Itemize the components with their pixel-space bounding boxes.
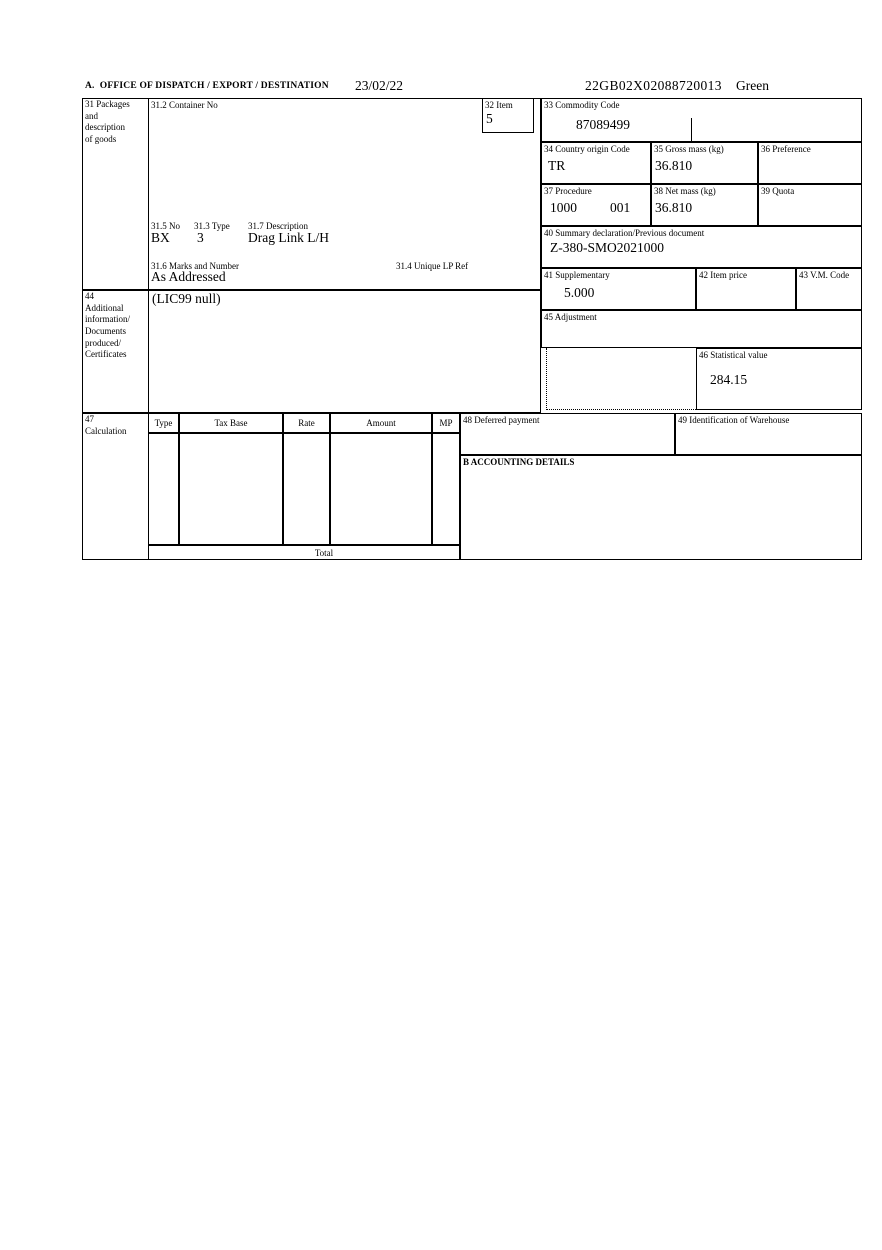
box-31-2-label: 31.2 Container No [151, 100, 218, 110]
box-31-7-label: 31.7 Description [248, 221, 308, 231]
box-44-label-line: 44 [85, 291, 94, 301]
table-body-cell-tax-base [179, 433, 283, 545]
table-header-rate: Rate [283, 413, 330, 433]
box-44-label-line: produced/ [85, 337, 121, 348]
box-37-value-additional: 001 [610, 200, 631, 215]
box-38-label: 38 Net mass (kg) [654, 186, 716, 196]
dispatch-date: 23/02/22 [355, 78, 404, 93]
box-44-label-line: information/ [85, 314, 130, 325]
table-header-amount: Amount [330, 413, 432, 433]
box-41-supplementary [541, 268, 696, 310]
box-46-value: 284.15 [710, 372, 748, 387]
box-45-adjustment [541, 310, 862, 348]
box-40-summary-declaration [541, 226, 862, 268]
box-44-value-area [148, 290, 541, 413]
commodity-code-divider [691, 118, 692, 141]
box-31-label-line: and [85, 110, 98, 121]
box-32-item [482, 98, 534, 133]
table-header-tax-base: Tax Base [179, 413, 283, 433]
box-42-item-price [696, 268, 796, 310]
box-48-label: 48 Deferred payment [463, 415, 540, 425]
box-44-label-line: Documents [85, 326, 126, 337]
box-47-label-line: Calculation [85, 425, 127, 436]
box-40-label: 40 Summary declaration/Previous document [544, 228, 705, 238]
table-body-cell-mp [432, 433, 460, 545]
box-31-3-label: 31.3 Type [194, 221, 230, 231]
box-31-3-value: 3 [197, 230, 204, 245]
box-31-6-value: As Addressed [151, 269, 226, 284]
box-44-additional-info [82, 290, 149, 413]
box-32-value: 5 [486, 111, 493, 126]
table-header-type: Type [148, 413, 179, 433]
box-46-label: 46 Statistical value [699, 350, 768, 360]
box-31-5-label: 31.5 No [151, 221, 180, 231]
box-43-label: 43 V.M. Code [799, 270, 850, 280]
box-40-value: Z-380-SMO2021000 [550, 240, 664, 255]
declaration-reference: 22GB02X02088720013 [585, 78, 722, 93]
box-35-gross-mass [651, 142, 758, 184]
box-49-label: 49 Identification of Warehouse [678, 415, 790, 425]
box-36-label: 36 Preference [761, 144, 811, 154]
table-body-cell-type [148, 433, 179, 545]
box-37-label: 37 Procedure [544, 186, 592, 196]
box-43-vm-code [796, 268, 862, 310]
box-33-commodity-code [541, 98, 862, 142]
box-b-label: B ACCOUNTING DETAILS [463, 457, 575, 467]
box-47-calculation [82, 413, 149, 560]
box-37-procedure [541, 184, 651, 226]
box-39-quota [758, 184, 862, 226]
box-32-label: 32 Item [485, 100, 513, 110]
box-38-net-mass [651, 184, 758, 226]
box-38-value: 36.810 [655, 200, 693, 215]
table-total-row: Total [148, 545, 460, 560]
box-31-5-value: BX [151, 230, 170, 245]
box-31-label-line: of goods [85, 134, 117, 145]
box-47-label-line: 47 [85, 414, 94, 424]
box-44-value: (LIC99 null) [152, 291, 221, 306]
box-35-value: 36.810 [655, 158, 693, 173]
box-33-value: 87089499 [576, 117, 630, 132]
routing-status: Green [736, 78, 769, 93]
box-31-label-line: description [85, 122, 125, 133]
box-41-label: 41 Supplementary [544, 270, 610, 280]
box-31-6-label: 31.6 Marks and Number [151, 261, 239, 271]
box-49-warehouse [675, 413, 862, 455]
box-34-value: TR [548, 158, 566, 173]
table-header-mp: MP [432, 413, 460, 433]
table-body-cell-rate [283, 433, 330, 545]
box-36-preference [758, 142, 862, 184]
box-b-accounting-details [460, 455, 862, 560]
dotted-area [546, 348, 696, 410]
box-39-label: 39 Quota [761, 186, 795, 196]
table-body-cell-amount [330, 433, 432, 545]
box-35-label: 35 Gross mass (kg) [654, 144, 724, 154]
box-33-label: 33 Commodity Code [544, 100, 620, 110]
box-44-label-line: Certificates [85, 349, 127, 360]
box-45-label: 45 Adjustment [544, 312, 597, 322]
box-48-deferred-payment [460, 413, 675, 455]
box-34-country-origin [541, 142, 651, 184]
box-37-value-main: 1000 [550, 200, 577, 215]
box-31-label-line: 31 Packages [85, 99, 130, 109]
box-34-label: 34 Country origin Code [544, 144, 630, 154]
office-of-dispatch-label: A. OFFICE OF DISPATCH / EXPORT / DESTINATION [85, 81, 329, 91]
box-44-label-line: Additional [85, 302, 124, 313]
box-41-value: 5.000 [564, 285, 595, 300]
box-46-statistical-value [696, 348, 862, 410]
box-31-packages [82, 98, 149, 290]
box-42-label: 42 Item price [699, 270, 747, 280]
box-31-7-value: Drag Link L/H [248, 230, 329, 245]
box-31-4-label: 31.4 Unique LP Ref [396, 261, 469, 271]
